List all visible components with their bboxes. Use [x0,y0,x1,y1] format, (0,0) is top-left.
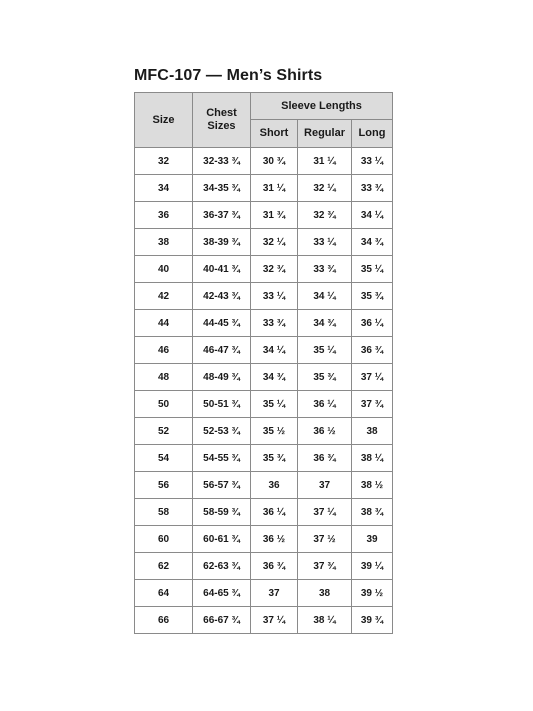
short-sleeve-cell: 34 ¾ [251,364,298,391]
chest-size-cell: 48-49 ¾ [193,364,251,391]
size-cell: 52 [135,418,193,445]
sleeve-lengths-header: Sleeve Lengths [251,93,393,120]
size-cell: 62 [135,553,193,580]
chest-size-cell: 46-47 ¾ [193,337,251,364]
table-row [135,283,393,310]
chest-size-cell: 60-61 ¾ [193,526,251,553]
short-sleeve-cell: 34 ¼ [251,337,298,364]
short-sleeve-cell: 37 [251,580,298,607]
size-cell: 32 [135,148,193,175]
long-sleeve-cell: 38 ½ [352,472,393,499]
size-cell: 34 [135,175,193,202]
short-sleeve-cell: 30 ¾ [251,148,298,175]
chest-size-cell: 36-37 ¾ [193,202,251,229]
long-sleeve-cell: 35 ¼ [352,256,393,283]
long-column-header: Long [352,120,393,148]
size-cell: 42 [135,283,193,310]
table-row [135,310,393,337]
long-sleeve-cell: 39 ¼ [352,553,393,580]
long-sleeve-cell: 36 ¾ [352,337,393,364]
short-sleeve-cell: 36 ½ [251,526,298,553]
regular-sleeve-cell: 37 ¾ [298,553,352,580]
short-column-header: Short [251,120,298,148]
table-row [135,472,393,499]
long-sleeve-cell: 33 ¾ [352,175,393,202]
regular-sleeve-cell: 31 ¼ [298,148,352,175]
table-row [135,229,393,256]
regular-sleeve-cell: 36 ¼ [298,391,352,418]
chest-header-line2: Sizes [207,120,236,132]
chest-size-cell: 44-45 ¾ [193,310,251,337]
chest-header-line1: Chest [206,107,237,119]
short-sleeve-cell: 36 ¼ [251,499,298,526]
table-row [135,580,393,607]
size-cell: 36 [135,202,193,229]
long-sleeve-cell: 38 [352,418,393,445]
table-body [135,148,393,634]
table-row [135,526,393,553]
regular-sleeve-cell: 34 ¾ [298,310,352,337]
table-header [135,93,393,148]
size-cell: 38 [135,229,193,256]
short-sleeve-cell: 33 ¼ [251,283,298,310]
short-sleeve-cell: 33 ¾ [251,310,298,337]
chest-size-cell: 56-57 ¾ [193,472,251,499]
page-title: MFC-107 — Men’s Shirts [134,67,323,84]
short-sleeve-cell: 32 ¾ [251,256,298,283]
regular-sleeve-cell: 33 ¼ [298,229,352,256]
size-cell: 56 [135,472,193,499]
regular-sleeve-cell: 38 ¼ [298,607,352,634]
short-sleeve-cell: 35 ¼ [251,391,298,418]
size-column-header: Size [135,93,193,148]
long-sleeve-cell: 38 ¼ [352,445,393,472]
long-sleeve-cell: 33 ¼ [352,148,393,175]
regular-sleeve-cell: 36 ¾ [298,445,352,472]
short-sleeve-cell: 36 [251,472,298,499]
size-cell: 66 [135,607,193,634]
chest-size-cell: 52-53 ¾ [193,418,251,445]
short-sleeve-cell: 32 ¼ [251,229,298,256]
size-cell: 54 [135,445,193,472]
regular-sleeve-cell: 36 ½ [298,418,352,445]
table-row [135,418,393,445]
chest-size-cell: 50-51 ¾ [193,391,251,418]
chest-size-cell: 42-43 ¾ [193,283,251,310]
table-row [135,607,393,634]
chest-size-cell: 34-35 ¾ [193,175,251,202]
regular-sleeve-cell: 35 ¾ [298,364,352,391]
size-cell: 58 [135,499,193,526]
size-cell: 46 [135,337,193,364]
chest-size-cell: 64-65 ¾ [193,580,251,607]
regular-sleeve-cell: 37 ¼ [298,499,352,526]
chest-size-cell: 38-39 ¾ [193,229,251,256]
table-row [135,175,393,202]
long-sleeve-cell: 37 ¼ [352,364,393,391]
size-cell: 50 [135,391,193,418]
table-row [135,499,393,526]
table-row [135,553,393,580]
size-cell: 40 [135,256,193,283]
chest-size-cell: 58-59 ¾ [193,499,251,526]
regular-sleeve-cell: 33 ¾ [298,256,352,283]
table-row [135,445,393,472]
size-cell: 64 [135,580,193,607]
size-cell: 44 [135,310,193,337]
chest-size-cell: 32-33 ¾ [193,148,251,175]
long-sleeve-cell: 38 ¾ [352,499,393,526]
table-row [135,148,393,175]
chest-size-cell: 40-41 ¾ [193,256,251,283]
regular-sleeve-cell: 37 [298,472,352,499]
long-sleeve-cell: 39 [352,526,393,553]
short-sleeve-cell: 31 ¼ [251,175,298,202]
long-sleeve-cell: 35 ¾ [352,283,393,310]
long-sleeve-cell: 39 ¾ [352,607,393,634]
table-row [135,364,393,391]
size-cell: 60 [135,526,193,553]
chest-size-cell: 66-67 ¾ [193,607,251,634]
short-sleeve-cell: 35 ½ [251,418,298,445]
short-sleeve-cell: 35 ¾ [251,445,298,472]
long-sleeve-cell: 36 ¼ [352,310,393,337]
regular-sleeve-cell: 35 ¼ [298,337,352,364]
table-row [135,256,393,283]
chest-size-cell: 62-63 ¾ [193,553,251,580]
regular-sleeve-cell: 38 [298,580,352,607]
size-chart-table [134,92,393,634]
regular-sleeve-cell: 32 ¾ [298,202,352,229]
regular-column-header: Regular [298,120,352,148]
long-sleeve-cell: 34 ¾ [352,229,393,256]
long-sleeve-cell: 34 ¼ [352,202,393,229]
long-sleeve-cell: 39 ½ [352,580,393,607]
regular-sleeve-cell: 37 ½ [298,526,352,553]
long-sleeve-cell: 37 ¾ [352,391,393,418]
chest-size-cell: 54-55 ¾ [193,445,251,472]
short-sleeve-cell: 37 ¼ [251,607,298,634]
regular-sleeve-cell: 32 ¼ [298,175,352,202]
table-row [135,202,393,229]
short-sleeve-cell: 31 ¾ [251,202,298,229]
size-cell: 48 [135,364,193,391]
table-row [135,337,393,364]
regular-sleeve-cell: 34 ¼ [298,283,352,310]
chest-sizes-column-header [193,93,251,148]
short-sleeve-cell: 36 ¾ [251,553,298,580]
table-row [135,391,393,418]
